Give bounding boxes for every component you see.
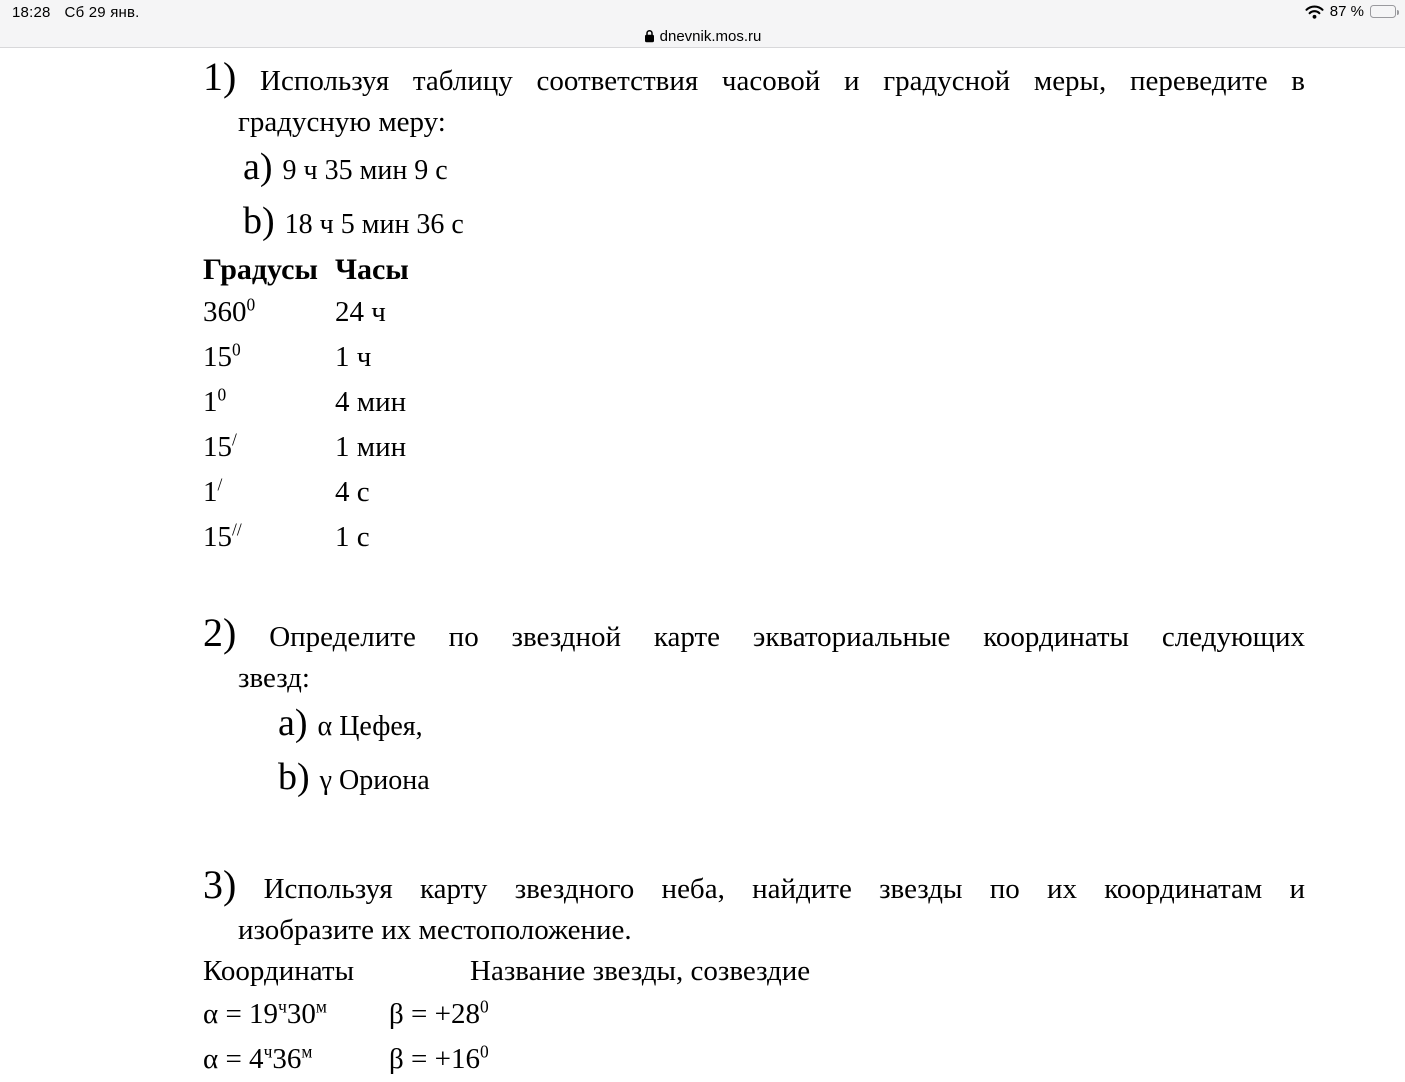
item-text: 18 ч 5 мин 36 с: [284, 209, 464, 240]
status-right: [1305, 3, 1396, 20]
column-header: Координаты: [203, 955, 355, 987]
status-date: Сб 29 янв.: [64, 4, 140, 21]
question-1-items: [243, 142, 1305, 250]
question-3-text: Используя карту звездного неба, найдите звезды по их координатам и: [263, 873, 1305, 905]
table-header-row: [203, 950, 1305, 992]
coordinates-table: [203, 950, 1305, 1082]
beta-cell: $\beta = +28^0$: [389, 996, 489, 1030]
item-label: b): [278, 756, 310, 798]
question-3: [203, 864, 1305, 1082]
battery-icon: [1370, 5, 1396, 18]
url-domain: dnevnik.mos.ru: [659, 27, 762, 45]
question-1-number: 1): [203, 54, 237, 99]
question-2-text: Определите по звездной карте экваториальные координаты следующих: [269, 621, 1306, 653]
question-1-text: Используя таблицу соответствия часовой и градусной меры, переведите в: [260, 65, 1306, 97]
question-2-line-2: звезд:: [238, 662, 310, 694]
beta-cell: $\beta = +16^0$: [389, 1041, 489, 1075]
degrees-cell: $15^0$: [203, 339, 241, 373]
item-label: a): [278, 702, 308, 744]
table-row: [203, 470, 1305, 515]
url-bar[interactable]: [0, 24, 1405, 48]
status-time: 18:28: [12, 4, 51, 21]
hours-cell: 1 мин: [335, 431, 407, 463]
degrees-cell: $1^0$: [203, 384, 227, 418]
document-page: [203, 48, 1305, 1082]
item-text: 9 ч 35 мин 9 с: [282, 155, 448, 186]
item-label: a): [243, 146, 273, 188]
question-1-line-1: [203, 56, 1305, 102]
column-header: Градусы: [203, 253, 318, 286]
question-3-line-2: изобразите их местоположение.: [238, 914, 632, 946]
table-row: [203, 1037, 1305, 1082]
degrees-hours-table: [203, 250, 1305, 560]
table-row: [203, 335, 1305, 380]
question-1: [203, 48, 1305, 560]
item-text: γ Ориона: [319, 765, 430, 796]
list-item: [243, 142, 1305, 196]
item-label: b): [243, 200, 275, 242]
column-header: Часы: [335, 253, 409, 286]
status-left: [12, 4, 140, 21]
column-header: Название звезды, созвездие: [470, 955, 811, 987]
degrees-cell: 1/: [203, 474, 223, 508]
question-2: [203, 612, 1305, 806]
lock-icon: [644, 29, 655, 43]
alpha-cell: $\alpha = 4^ч36^м$: [203, 1041, 313, 1075]
table-row: [203, 515, 1305, 560]
question-2-items: [278, 698, 1305, 806]
table-row: [203, 380, 1305, 425]
question-3-line-1: [203, 864, 1305, 910]
question-2-line-1: [203, 612, 1305, 658]
item-text: α Цефея,: [317, 711, 423, 742]
hours-cell: 24 ч: [335, 296, 386, 328]
hours-cell: 4 мин: [335, 386, 407, 418]
hours-cell: 4 с: [335, 476, 370, 508]
browser-chrome: [0, 0, 1405, 48]
degrees-cell: 15//: [203, 519, 242, 553]
table-row: [203, 290, 1305, 335]
hours-cell: 1 с: [335, 521, 370, 553]
question-3-number: 3): [203, 862, 237, 907]
question-2-number: 2): [203, 610, 237, 655]
list-item: [243, 196, 1305, 250]
hours-cell: 1 ч: [335, 341, 372, 373]
degrees-cell: $360^0$: [203, 294, 256, 328]
table-row: [203, 425, 1305, 470]
list-item: [278, 752, 1305, 806]
table-header-row: [203, 250, 1305, 290]
question-1-line-2: градусную меру:: [238, 106, 446, 138]
alpha-cell: $\alpha = 19^ч30^м$: [203, 996, 327, 1030]
degrees-cell: 15/: [203, 429, 237, 463]
battery-percent: 87 %: [1329, 3, 1364, 20]
wifi-icon: [1305, 5, 1324, 19]
table-row: [203, 992, 1305, 1037]
list-item: [278, 698, 1305, 752]
status-bar: [0, 0, 1405, 25]
